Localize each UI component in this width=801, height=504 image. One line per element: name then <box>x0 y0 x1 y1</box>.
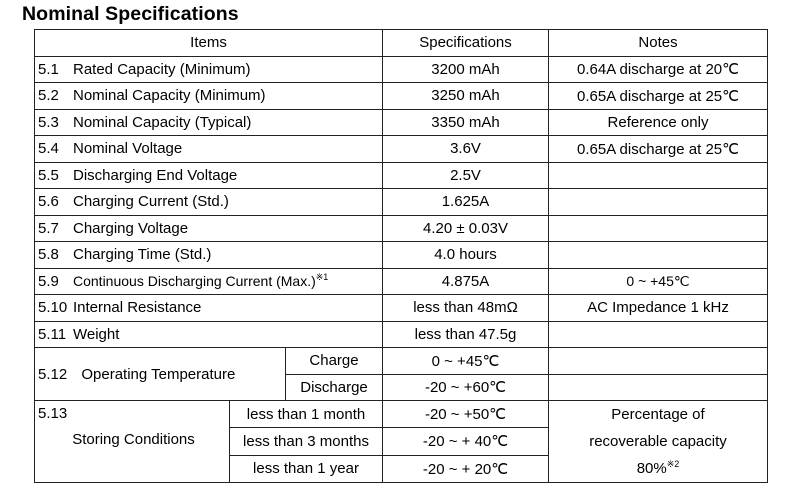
table-row <box>35 109 768 136</box>
sub-condition-cell: Discharge <box>286 374 383 401</box>
spec-cell: -20 ~ + 40℃ <box>383 428 549 455</box>
item-label: Internal Resistance <box>73 299 202 317</box>
header-specifications: Specifications <box>383 30 549 57</box>
note-cell: 0.65A discharge at 25℃ <box>549 136 768 163</box>
table-row <box>35 136 768 163</box>
item-cell <box>35 321 383 348</box>
item-label: Charging Current (Std.) <box>73 193 229 211</box>
item-number: 5.7 <box>38 219 59 237</box>
item-number: 5.8 <box>38 246 59 264</box>
note-cell <box>549 242 768 269</box>
item-number: 5.11 <box>38 325 67 343</box>
item-cell <box>35 268 383 295</box>
note-line: recoverable capacity <box>589 433 727 450</box>
note-value: 80% <box>636 460 667 477</box>
item-cell <box>35 56 383 83</box>
item-cell <box>35 401 230 483</box>
storage-period-cell: less than 3 months <box>230 428 383 455</box>
item-number: 5.3 <box>38 113 59 131</box>
item-number: 5.1 <box>38 60 59 78</box>
table-row <box>35 56 768 83</box>
table-row <box>35 348 768 375</box>
storage-period-cell: less than 1 month <box>230 401 383 428</box>
item-label: Nominal Capacity (Typical) <box>73 113 252 131</box>
item-label: Storing Conditions <box>72 431 195 448</box>
note-cell <box>549 189 768 216</box>
spec-table <box>34 29 768 483</box>
note-cell <box>549 374 768 401</box>
item-cell <box>35 162 383 189</box>
footnote-marker: ※2 <box>666 459 680 469</box>
item-cell <box>35 348 286 401</box>
spec-cell: 0 ~ +45℃ <box>383 348 549 375</box>
item-label: Rated Capacity (Minimum) <box>73 60 251 78</box>
note-cell <box>549 321 768 348</box>
table-row <box>35 215 768 242</box>
table-row <box>35 83 768 110</box>
note-cell: Reference only <box>549 109 768 136</box>
spec-cell: 3250 mAh <box>383 83 549 110</box>
table-row <box>35 401 768 428</box>
note-cell <box>549 348 768 375</box>
table-row <box>35 162 768 189</box>
spec-cell: 3350 mAh <box>383 109 549 136</box>
item-cell <box>35 109 383 136</box>
spec-cell: 3200 mAh <box>383 56 549 83</box>
item-number: 5.2 <box>38 87 59 105</box>
item-number: 5.6 <box>38 193 59 211</box>
item-label: Nominal Capacity (Minimum) <box>73 87 266 105</box>
spec-cell: -20 ~ +60℃ <box>383 374 549 401</box>
item-number: 5.4 <box>38 140 59 158</box>
item-label: Weight <box>73 325 120 343</box>
table-row <box>35 268 768 295</box>
note-cell: 0 ~ +45℃ <box>549 268 768 295</box>
note-line <box>549 455 767 482</box>
header-items: Items <box>35 30 383 57</box>
item-label: Nominal Voltage <box>73 140 183 158</box>
spec-cell: less than 47.5g <box>383 321 549 348</box>
page-title: Nominal Specifications <box>22 3 239 25</box>
spec-cell: 1.625A <box>383 189 549 216</box>
spec-cell: 2.5V <box>383 162 549 189</box>
spec-cell: less than 48mΩ <box>383 295 549 322</box>
item-number: 5.13 <box>38 405 68 422</box>
spec-cell: 4.0 hours <box>383 242 549 269</box>
item-label: Charging Time (Std.) <box>73 246 212 264</box>
spec-cell: 4.875A <box>383 268 549 295</box>
spec-cell: 4.20 ± 0.03V <box>383 215 549 242</box>
sub-condition-cell: Charge <box>286 348 383 375</box>
header-notes: Notes <box>549 30 768 57</box>
item-number: 5.5 <box>38 166 59 184</box>
item-cell <box>35 295 383 322</box>
item-cell <box>35 242 383 269</box>
table-row <box>35 321 768 348</box>
item-number: 5.9 <box>38 272 59 290</box>
item-cell <box>35 189 383 216</box>
spec-cell: -20 ~ + 20℃ <box>383 455 549 482</box>
storage-period-cell: less than 1 year <box>230 455 383 482</box>
item-cell <box>35 136 383 163</box>
item-label: Operating Temperature <box>81 365 236 383</box>
header-row <box>35 30 768 57</box>
item-label: Charging Voltage <box>73 219 189 237</box>
note-cell: 0.64A discharge at 20℃ <box>549 56 768 83</box>
spec-cell: -20 ~ +50℃ <box>383 401 549 428</box>
item-label: Continuous Discharging Current (Max.) <box>73 272 316 289</box>
note-line: Percentage of <box>611 406 705 423</box>
table-row <box>35 189 768 216</box>
table-row <box>35 295 768 322</box>
item-label: Discharging End Voltage <box>73 166 238 184</box>
footnote-marker: ※1 <box>315 271 329 282</box>
note-cell: 0.65A discharge at 25℃ <box>549 83 768 110</box>
spec-cell: 3.6V <box>383 136 549 163</box>
note-cell <box>549 215 768 242</box>
note-cell: AC Impedance 1 kHz <box>549 295 768 322</box>
note-cell <box>549 162 768 189</box>
note-cell <box>549 401 768 483</box>
item-number: 5.10 <box>38 299 68 317</box>
item-cell <box>35 215 383 242</box>
item-cell <box>35 83 383 110</box>
item-number: 5.12 <box>38 365 68 383</box>
table-row <box>35 242 768 269</box>
